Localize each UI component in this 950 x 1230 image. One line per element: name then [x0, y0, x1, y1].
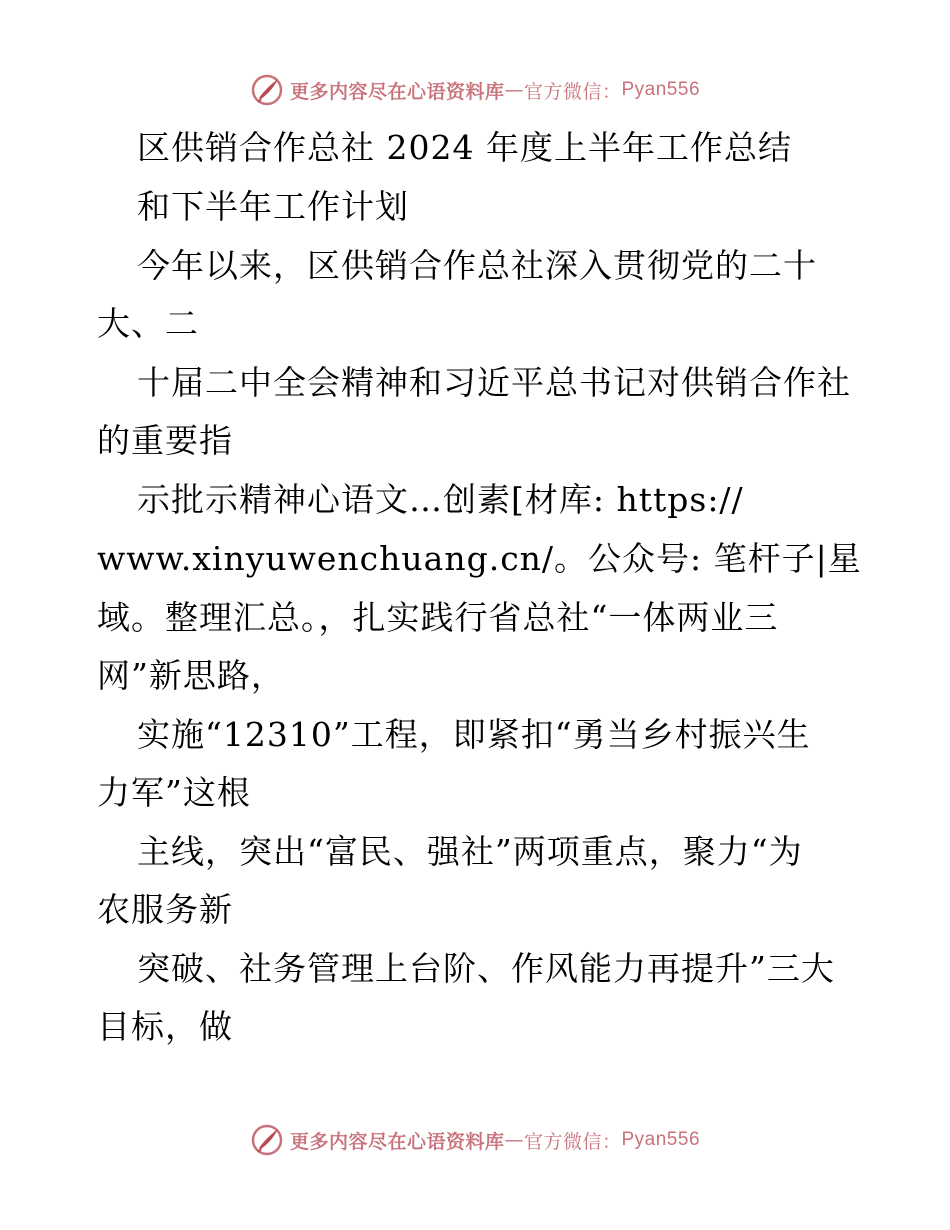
document-title-line-1: 区供销合作总社 2024 年度上半年工作总结 [137, 128, 792, 167]
paragraph-line: 网”新思路， [97, 656, 285, 695]
banner-wechat-label: 官方微信： [523, 80, 622, 103]
paragraph-line: 示批示精神心语文…创素[材库: https:// [137, 480, 744, 519]
paragraph-line: 十届二中全会精神和习近平总书记对供销合作社 [137, 363, 851, 402]
paragraph-line: 力军”这根 [97, 773, 251, 812]
banner-wechat-id: Pyan556 [621, 1129, 701, 1150]
document-body [97, 118, 867, 1056]
paragraph-line: 农服务新 [97, 890, 233, 929]
banner-wechat-id: Pyan556 [621, 79, 701, 100]
paragraph-line: 今年以来，区供销合作总社深入贯彻党的二十 [137, 246, 817, 285]
paragraph-line: 目标，做 [97, 1007, 233, 1046]
paragraph-line: www.xinyuwenchuang.cn/。公众号: 笔杆子|星 [97, 539, 862, 578]
banner-dash: — [504, 79, 524, 101]
banner-text [290, 1127, 700, 1154]
banner-dash: — [504, 1129, 524, 1151]
paragraph-line: 的重要指 [97, 421, 233, 460]
paragraph-line: 大、二 [97, 304, 199, 343]
banner-text [290, 77, 700, 104]
feather-pen-logo-icon [250, 1123, 284, 1157]
banner-wechat-label: 官方微信： [523, 1130, 622, 1153]
banner-main-text: 更多内容尽在心语资料库 [289, 1130, 505, 1153]
paragraph-line: 实施“12310”工程，即紧扣“勇当乡村振兴生 [137, 715, 811, 754]
footer-banner [0, 1120, 950, 1160]
paragraph-line: 主线，突出“富民、强社”两项重点，聚力“为 [137, 832, 803, 871]
paragraph-line: 域。整理汇总。，扎实践行省总社“一体两业三 [97, 598, 779, 637]
document-title-line-2: 和下半年工作计划 [137, 187, 409, 226]
header-banner [0, 70, 950, 110]
feather-pen-logo-icon [250, 73, 284, 107]
banner-main-text: 更多内容尽在心语资料库 [289, 80, 505, 103]
paragraph-line: 突破、社务管理上台阶、作风能力再提升”三大 [137, 949, 835, 988]
